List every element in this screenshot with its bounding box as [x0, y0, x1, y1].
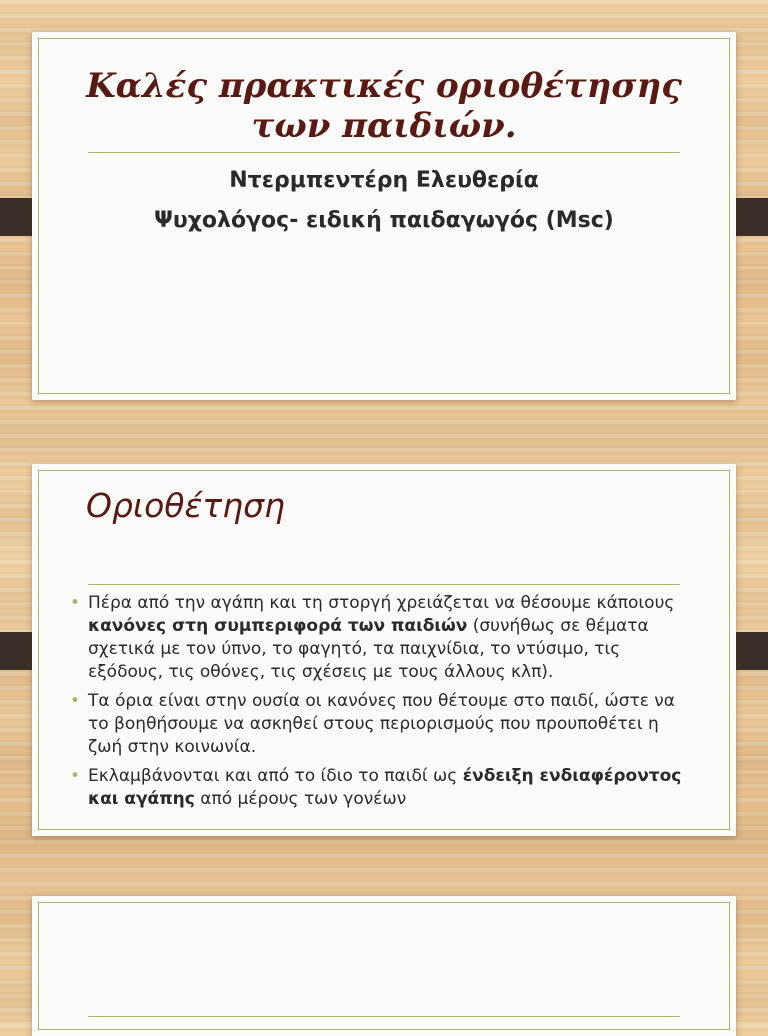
list-item	[70, 690, 684, 759]
author-role: Ψυχολόγος- ειδική παιδαγωγός (Msc)	[154, 208, 614, 233]
slide-title	[32, 66, 736, 146]
bullet-text-pre: Πέρα από την αγάπη και τη στοργή χρειάζεται να θέσουμε κάποιους	[88, 593, 675, 613]
bullet-list	[70, 592, 684, 817]
slide-title-line-2: των παιδιών.	[251, 106, 517, 146]
heading-divider	[88, 1016, 680, 1017]
slide-2[interactable]	[32, 464, 736, 836]
bullet-text-post: (συνήθως σε θέματα σχετικά με τον ύπνο, το φαγητό, τα παιχνίδια, το ντύσιμο, τις εξόδους, τις οθόνες, τις σχέσεις με τους άλλους κλπ).	[88, 616, 649, 682]
title-divider	[88, 152, 680, 153]
slide-title-line-1: Καλές πρακτικές οριοθέτησης	[86, 66, 682, 106]
bullet-icon: •	[70, 691, 81, 711]
bullet-text: Τα όρια είναι στην ουσία οι κανόνες που θέτουμε στο παιδί, ώστε να το βοηθήσουμε να ασκηθεί στους περιορισμούς που προυποθέτει η ζωή στην κοινωνία.	[88, 691, 676, 757]
author-name: Ντερμπεντέρη Ελευθερία	[229, 168, 539, 193]
bullet-text-bold: ένδειξη ενδιαφέροντος και αγάπης	[88, 766, 682, 809]
slide-3[interactable]	[32, 896, 736, 1036]
slide-frame	[38, 902, 730, 1030]
bullet-text-pre: Εκλαμβάνονται και από το ίδιο το παιδί ως	[88, 766, 463, 786]
bullet-icon: •	[70, 593, 81, 613]
bullet-text-post: από μέρους των γονέων	[194, 789, 407, 809]
slide-1[interactable]	[32, 32, 736, 400]
content-area	[32, 464, 736, 836]
slide-heading: Οριοθέτηση	[86, 486, 285, 525]
bullet-text-bold: κανόνες στη συμπεριφορά των παιδιών	[88, 616, 468, 636]
bullet-icon: •	[70, 766, 81, 786]
list-item	[70, 592, 684, 684]
list-item	[70, 765, 684, 811]
